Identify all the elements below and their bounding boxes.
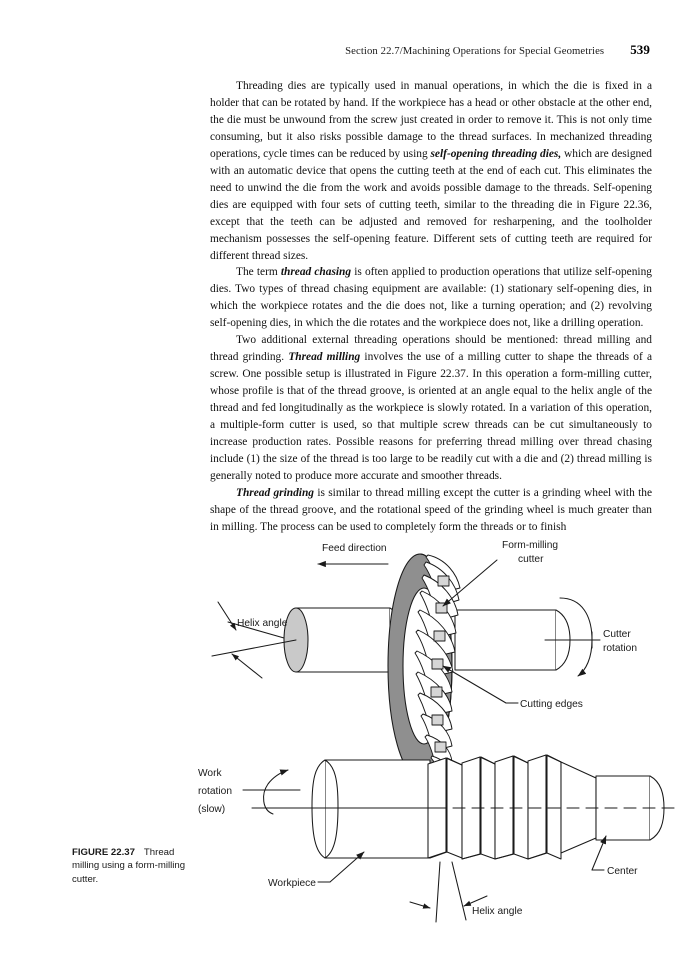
workpiece-threads	[428, 755, 561, 859]
emphasis-term: thread chasing	[280, 266, 352, 279]
figure-caption	[72, 846, 202, 886]
label-form-milling-cutter-line2: cutter	[518, 554, 544, 565]
emphasis-term: Thread milling	[288, 351, 361, 364]
label-cutter-rotation-line1: Cutter	[603, 629, 631, 640]
label-work-rotation-line3: (slow)	[198, 804, 226, 815]
label-work-rotation-line1: Work	[198, 768, 222, 779]
paragraph-4: Thread grinding is similar to thread milling except the cutter is a grinding wheel with the shape of the thread groove, and the rotational speed of the grinding wheel is much greater than in milling. The process can be used to completely form the threads or to finish	[210, 486, 653, 533]
page-number: 539	[630, 42, 650, 57]
label-feed-direction: Feed direction	[322, 543, 387, 554]
running-head-title: Section 22.7/Machining Operations for Special Geometries	[345, 45, 605, 57]
label-center: Center	[607, 866, 638, 877]
work-rotation-arrow	[243, 770, 300, 814]
center-leader	[592, 836, 606, 870]
label-helix-angle-bottom: Helix angle	[472, 906, 523, 917]
figure-caption-text: Thread milling using a form-milling cutter.	[72, 847, 186, 885]
label-workpiece: Workpiece	[268, 878, 316, 889]
cutting-edges-leader	[443, 666, 518, 703]
label-cutter-rotation-line2: rotation	[603, 643, 637, 654]
figure-caption-label: FIGURE 22.37	[72, 847, 135, 858]
paragraph-1: Threading dies are typically used in manual operations, in which the die is fixed in a holder that can be rotated by hand. If the workpiece has a head or other obstacle at the other end, the die must be unwound from the screw just created in order to remove it. This is not only time consuming, but it also risks possible damage to the thread surfaces. In mechanized threading operations, cycle times can be reduced by using self-opening threading dies, which are designed with an automatic device that opens the cutting teeth at the end of each cut. This eliminates the need to unwind the die from the work and avoids possible damage to the threads. Self-opening dies are equipped with four sets of cutting teeth, similar to the threading die in Figure 22.36, except that the teeth can be adjusted and removed for resharpening, and the toolholder mechanism possesses the self-opening feature. Different sets of cutting teeth are required for different thread sizes.	[210, 80, 652, 262]
label-cutting-edges: Cutting edges	[520, 699, 583, 710]
emphasis-term: Thread grinding	[236, 486, 315, 499]
label-work-rotation-line2: rotation	[198, 786, 232, 797]
label-helix-angle-top: Helix angle	[237, 618, 288, 629]
paragraph-2: The term thread chasing is often applied to production operations that utilize self-opening dies. Two types of thread chasing equipment are available: (1) stationary self-opening dies, in which the workpiece rotates and the die does not, like a turning operation; and (2) revolving self-opening dies, in which the die rotates and the workpiece does not, like a drilling operation.	[210, 266, 652, 330]
paragraph-3: Two additional external threading operations should be mentioned: thread milling and thread grinding. Thread milling involves the use of a milling cutter to shape the threads of a screw. One possible setup is illustrated in Figure 22.37. In this operation a form-milling cutter, whose profile is that of the thread groove, is oriented at an angle equal to the helix angle of the thread and fed longitudinally as the workpiece is slowly rotated. In a variation of this operation, a multiple-form cutter is used, so that multiple screw threads can be cut simultaneously to increase production rates. Possible reasons for preferring thread milling over thread chasing include (1) the size of the thread is too large to be readily cut with a die and (2) thread milling is generally noted to produce more accurate and smoother threads.	[210, 334, 653, 482]
cutter-arbor-left	[284, 608, 404, 672]
helix-angle-top-leader	[212, 602, 296, 678]
label-form-milling-cutter-line1: Form-milling	[502, 540, 559, 551]
workpiece-blank	[312, 760, 430, 858]
running-head	[210, 42, 650, 58]
emphasis-term: self-opening threading dies,	[430, 147, 562, 160]
body-text-column	[210, 78, 652, 536]
